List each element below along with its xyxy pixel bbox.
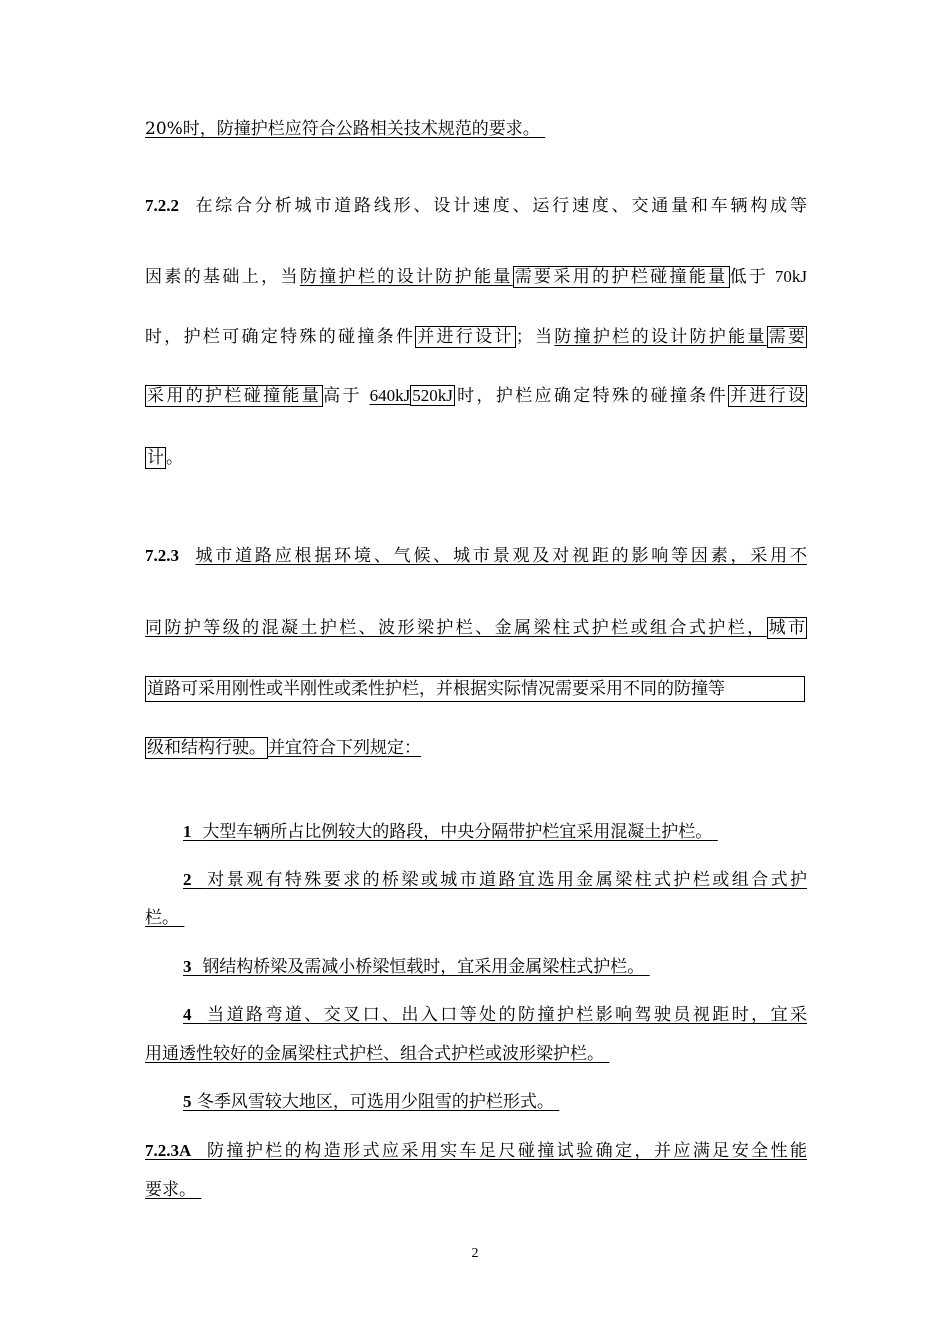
section-7-2-3a-line1 xyxy=(145,1139,807,1163)
text-line: 城市道路应根据环境、气候、城市景观及对视距的影响等因素，采用不 xyxy=(195,546,808,566)
section-7-2-2-line5 xyxy=(145,446,807,470)
text-segment: 低于 70kJ xyxy=(729,267,808,286)
deleted-text: 防撞护栏的设计防护能量 xyxy=(299,267,513,287)
inserted-text-box: 采用的护栏碰撞能量 xyxy=(147,386,322,406)
text-segment: 因素的基础上，当 xyxy=(145,267,300,287)
inserted-text-box: 需要采用的护栏碰撞能量 xyxy=(514,267,728,287)
text-line: 在综合分析城市道路线形、设计速度、运行速度、交通量和车辆构成等 xyxy=(195,196,808,216)
item-number: 3 xyxy=(183,957,192,976)
item-number: 4 xyxy=(183,1005,192,1024)
section-7-2-2-line2 xyxy=(145,265,807,289)
text-line: 要求。 xyxy=(145,1180,196,1200)
item-text: 钢结构桥梁及需减小桥梁恒载时，宜采用金属梁柱式护栏。 xyxy=(202,957,645,977)
list-item-2-cont xyxy=(145,906,807,930)
section-number: 7.2.3 xyxy=(145,546,179,565)
list-item-1 xyxy=(183,820,807,844)
text-line: 20%时，防撞护栏应符合公路相关技术规范的要求。 xyxy=(145,119,540,139)
section-7-2-2-line3 xyxy=(145,325,807,349)
item-text: 冬季风雪较大地区，可选用少阻雪的护栏形式。 xyxy=(196,1092,554,1112)
section-number: 7.2.2 xyxy=(145,196,179,215)
section-7-2-3a-line2 xyxy=(145,1178,807,1202)
text-segment: 高于 xyxy=(323,386,370,406)
item-number: 1 xyxy=(183,822,192,841)
inserted-text-box: 并进行设计 xyxy=(417,327,514,347)
text-segment: 并宜符合下列规定： xyxy=(268,738,421,758)
section-7-2-3-line3 xyxy=(145,676,807,702)
inserted-text-box: 级和结构行驶。 xyxy=(147,738,266,758)
text-segment: 。 xyxy=(166,448,183,468)
list-item-5 xyxy=(183,1090,807,1114)
deleted-text: 防撞护栏的设计防护能量 xyxy=(554,327,767,347)
inserted-text-box: 需要 xyxy=(768,327,806,347)
item-text: 对景观有特殊要求的桥梁或城市道路宜选用金属梁柱式护栏或组合式护 xyxy=(207,870,808,890)
list-item-4-cont xyxy=(145,1042,807,1066)
section-7-2-2-line4 xyxy=(145,384,807,408)
item-text: 当道路弯道、交叉口、出入口等处的防撞护栏影响驾驶员视距时，宜采 xyxy=(207,1005,808,1025)
text-line: 防撞护栏的构造形式应采用实车足尺碰撞试验确定，并应满足安全性能 xyxy=(206,1141,808,1161)
section-7-2-2-line1 xyxy=(145,194,807,218)
text-segment: 同防护等级的混凝土护栏、波形梁护栏、金属梁柱式护栏或组合式护栏， xyxy=(145,618,767,638)
inserted-text-box: 城市 xyxy=(768,618,806,638)
list-item-4 xyxy=(183,1003,807,1027)
item-text: 用通透性较好的金属梁柱式护栏、组合式护栏或波形梁护栏。 xyxy=(145,1044,604,1064)
section-7-2-3-line1 xyxy=(145,544,807,568)
inserted-text-box: 道路可采用刚性或半刚性或柔性护栏，并根据实际情况需要采用不同的防撞等 xyxy=(145,676,805,702)
inserted-text-box: 计 xyxy=(147,448,164,468)
item-text: 栏。 xyxy=(145,908,179,928)
section-number: 7.2.3A xyxy=(145,1141,192,1160)
text-segment: 时，护栏应确定特殊的碰撞条件 xyxy=(454,386,728,406)
inserted-text-box: 520kJ xyxy=(412,386,453,405)
page-number: 2 xyxy=(471,1246,479,1261)
inserted-text-box: 并进行设 xyxy=(729,386,806,406)
list-item-2 xyxy=(183,868,807,892)
text-segment: 时，护栏可确定特殊的碰撞条件 xyxy=(145,327,416,347)
text-segment: ；当 xyxy=(515,327,555,347)
section-7-2-3-line2 xyxy=(145,616,807,640)
item-number: 5 xyxy=(183,1092,192,1111)
para-continuation xyxy=(145,117,807,141)
item-number: 2 xyxy=(183,870,192,889)
list-item-3 xyxy=(183,955,807,979)
section-7-2-3-line4 xyxy=(145,736,807,760)
item-text: 大型车辆所占比例较大的路段，中央分隔带护栏宜采用混凝土护栏。 xyxy=(202,822,713,842)
deleted-text: 640kJ xyxy=(369,386,411,405)
